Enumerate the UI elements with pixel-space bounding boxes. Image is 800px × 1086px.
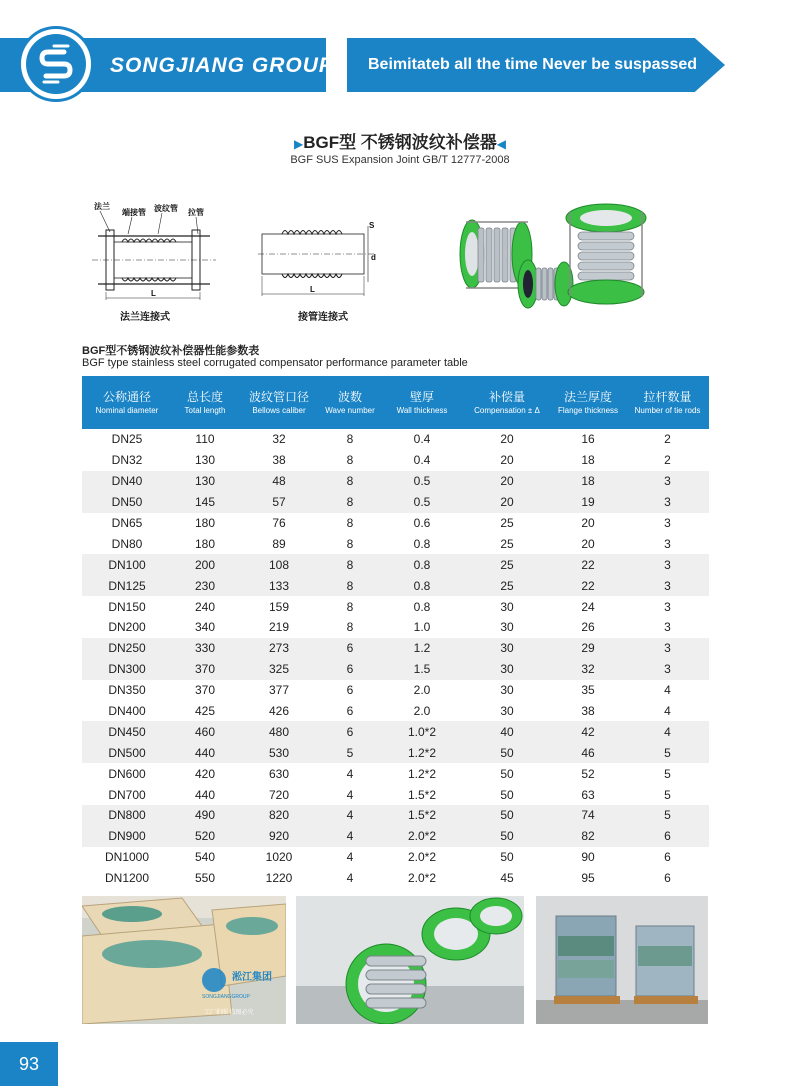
table-row bbox=[82, 868, 709, 889]
table-cell: 480 bbox=[238, 721, 320, 742]
table-cell: 370 bbox=[172, 659, 238, 680]
column-header-en: Nominal diameter bbox=[95, 406, 159, 415]
table-header-row bbox=[82, 376, 709, 429]
triangle-left-icon: ◀ bbox=[496, 137, 507, 151]
table-cell: 6 bbox=[320, 721, 380, 742]
table-row bbox=[82, 513, 709, 534]
table-cell: 820 bbox=[238, 805, 320, 826]
table-cell: 20 bbox=[500, 432, 514, 447]
flange-connection-diagram bbox=[88, 200, 228, 308]
table-cell: 6 bbox=[626, 826, 709, 847]
table-caption-cn: BGF型不锈钢波纹补偿器性能参数表 bbox=[82, 345, 260, 357]
table-cell: 35 bbox=[581, 683, 595, 698]
table-cell: 240 bbox=[194, 599, 216, 614]
table-cell: 1.5*2 bbox=[380, 805, 464, 826]
column-header-cn: 拉杆数量 bbox=[643, 390, 692, 404]
product-title bbox=[0, 128, 800, 153]
table-cell: 0.5 bbox=[380, 492, 464, 513]
table-cell: 5 bbox=[320, 742, 380, 763]
table-cell: 159 bbox=[268, 599, 290, 614]
table-cell: 0.6 bbox=[413, 516, 431, 530]
table-cell: 2.0*2 bbox=[407, 871, 437, 886]
table-cell: 6 bbox=[664, 871, 671, 886]
table-row bbox=[82, 742, 709, 763]
table-row bbox=[82, 847, 709, 868]
table-cell: 1020 bbox=[265, 850, 293, 865]
table-cell: 63 bbox=[581, 787, 595, 802]
table-cell: 4 bbox=[346, 787, 354, 802]
table-cell: 8 bbox=[346, 432, 354, 447]
table-cell: 29 bbox=[550, 638, 626, 659]
column-header bbox=[550, 376, 626, 429]
column-header bbox=[238, 376, 320, 429]
table-cell: 425 bbox=[194, 704, 216, 719]
table-cell: 325 bbox=[238, 659, 320, 680]
table-cell: 1.5 bbox=[380, 659, 464, 680]
table-cell: 426 bbox=[268, 704, 290, 719]
table-cell: 25 bbox=[500, 536, 514, 551]
table-cell: 1.2*2 bbox=[380, 742, 464, 763]
column-header-en: Flange thickness bbox=[557, 406, 619, 415]
diagram-dim-l2: L bbox=[310, 285, 315, 294]
table-cell: 52 bbox=[581, 766, 595, 781]
table-cell: 2.0*2 bbox=[407, 850, 437, 865]
table-cell: 38 bbox=[581, 704, 595, 719]
table-cell: 8 bbox=[346, 620, 354, 635]
table-cell: 57 bbox=[238, 492, 320, 513]
table-cell: 440 bbox=[194, 787, 216, 802]
table-cell: 25 bbox=[464, 575, 550, 596]
column-header bbox=[320, 376, 380, 429]
table-cell: 4 bbox=[346, 850, 354, 865]
table-row bbox=[82, 575, 709, 596]
table-cell: 6 bbox=[346, 704, 354, 719]
table-cell: 18 bbox=[581, 453, 595, 468]
table-cell: 50 bbox=[500, 850, 514, 865]
table-row bbox=[82, 554, 709, 575]
table-cell: 2 bbox=[664, 432, 671, 447]
table-cell: DN500 bbox=[82, 742, 172, 763]
table-cell: 46 bbox=[550, 742, 626, 763]
table-cell: 130 bbox=[194, 453, 216, 468]
table-cell: 530 bbox=[238, 742, 320, 763]
table-cell: 133 bbox=[238, 575, 320, 596]
table-row bbox=[82, 701, 709, 722]
table-cell: 8 bbox=[320, 471, 380, 492]
table-cell: 74 bbox=[550, 805, 626, 826]
table-cell: 108 bbox=[238, 554, 320, 575]
column-header-cn: 总长度 bbox=[186, 390, 223, 404]
diagram-dim-s: S bbox=[369, 221, 375, 230]
column-header-cn: 波数 bbox=[337, 390, 362, 404]
table-cell: 5 bbox=[664, 787, 671, 802]
table-cell: 219 bbox=[268, 620, 290, 635]
table-cell: 490 bbox=[172, 805, 238, 826]
diagram-label-flange: 法兰 bbox=[94, 202, 110, 211]
table-cell: DN100 bbox=[82, 554, 172, 575]
table-cell: 370 bbox=[194, 683, 216, 698]
parameter-table bbox=[82, 376, 709, 889]
table-cell: DN1200 bbox=[104, 871, 150, 886]
table-cell: 30 bbox=[464, 659, 550, 680]
column-header-cn: 补偿量 bbox=[488, 390, 525, 404]
table-cell: DN50 bbox=[82, 492, 172, 513]
column-header-en: Wave number bbox=[325, 406, 375, 415]
table-cell: 0.8 bbox=[380, 554, 464, 575]
table-cell: 76 bbox=[272, 516, 286, 530]
table-cell: 8 bbox=[346, 599, 354, 614]
table-cell: 22 bbox=[550, 554, 626, 575]
diagram-dim-l: L bbox=[151, 289, 156, 298]
page-number: 93 bbox=[0, 1042, 58, 1086]
logo-s-icon bbox=[34, 42, 78, 86]
table-cell: 89 bbox=[272, 536, 286, 551]
table-row bbox=[82, 492, 709, 513]
table-cell: 0.4 bbox=[413, 453, 431, 468]
table-cell: 4 bbox=[320, 826, 380, 847]
table-cell: 48 bbox=[238, 471, 320, 492]
table-cell: 30 bbox=[500, 599, 514, 614]
table-row bbox=[82, 805, 709, 826]
column-header-en: Bellows caliber bbox=[252, 406, 306, 415]
table-cell: DN300 bbox=[82, 659, 172, 680]
diagram-label-bellows: 波纹管 bbox=[154, 204, 178, 213]
column-header-cn: 壁厚 bbox=[409, 390, 434, 404]
table-cell: 5 bbox=[626, 805, 709, 826]
table-row bbox=[82, 471, 709, 492]
table-cell: 6 bbox=[346, 683, 354, 698]
table-cell: 340 bbox=[194, 620, 216, 635]
table-cell: DN900 bbox=[82, 826, 172, 847]
table-cell: 16 bbox=[581, 432, 595, 447]
table-cell: DN250 bbox=[82, 638, 172, 659]
table-row bbox=[82, 450, 709, 471]
table-cell: 230 bbox=[172, 575, 238, 596]
table-row bbox=[82, 784, 709, 805]
slogan: Beimitateb all the time Never be suspassed bbox=[368, 56, 698, 73]
table-cell: 0.4 bbox=[413, 432, 431, 447]
table-cell: 19 bbox=[550, 492, 626, 513]
table-cell: 1.0 bbox=[413, 620, 431, 635]
table-cell: 4 bbox=[664, 704, 671, 719]
table-cell: 4 bbox=[346, 766, 354, 781]
table-cell: 440 bbox=[172, 742, 238, 763]
table-cell: 0.8 bbox=[413, 536, 431, 551]
table-cell: DN350 bbox=[108, 683, 146, 698]
table-cell: 630 bbox=[268, 766, 290, 781]
column-header-en: Number of tie rods bbox=[634, 406, 701, 415]
table-row bbox=[82, 617, 709, 638]
table-cell: 720 bbox=[268, 787, 290, 802]
table-cell: 26 bbox=[581, 620, 595, 635]
column-header bbox=[172, 376, 238, 429]
table-cell: 30 bbox=[500, 620, 514, 635]
table-caption-en: BGF type stainless steel corrugated compensator performance parameter table bbox=[82, 357, 468, 369]
table-cell: DN65 bbox=[111, 516, 143, 530]
packing-crates-photo bbox=[82, 896, 286, 1024]
table-cell: 1220 bbox=[265, 871, 293, 886]
table-cell: 550 bbox=[194, 871, 216, 886]
table-cell: 273 bbox=[238, 638, 320, 659]
watermark-cn: 淞江集团 bbox=[232, 972, 272, 983]
company-logo bbox=[18, 26, 94, 102]
table-row bbox=[82, 429, 709, 450]
table-cell: 20 bbox=[581, 536, 595, 551]
table-cell: 5 bbox=[626, 742, 709, 763]
table-cell: 1.2 bbox=[380, 638, 464, 659]
table-cell: 1.2*2 bbox=[407, 766, 437, 781]
table-cell: DN600 bbox=[108, 766, 146, 781]
table-cell: 330 bbox=[172, 638, 238, 659]
table-body bbox=[82, 429, 709, 889]
table-cell: 25 bbox=[500, 516, 514, 530]
table-cell: DN150 bbox=[108, 599, 146, 614]
table-cell: 40 bbox=[464, 721, 550, 742]
table-cell: 1.0*2 bbox=[380, 721, 464, 742]
table-cell: 3 bbox=[626, 471, 709, 492]
table-cell: DN700 bbox=[108, 787, 146, 802]
table-cell: 2.0 bbox=[413, 704, 431, 719]
table-cell: 0.8 bbox=[413, 599, 431, 614]
table-cell: 0.8 bbox=[380, 575, 464, 596]
table-cell: 3 bbox=[626, 492, 709, 513]
table-row bbox=[82, 638, 709, 659]
table-cell: 50 bbox=[464, 742, 550, 763]
table-cell: 6 bbox=[664, 850, 671, 865]
table-cell: 4 bbox=[320, 805, 380, 826]
table-cell: 2.0 bbox=[413, 683, 431, 698]
triangle-right-icon: ▶ bbox=[293, 137, 304, 151]
table-cell: 3 bbox=[664, 536, 671, 551]
table-cell: 145 bbox=[172, 492, 238, 513]
table-row bbox=[82, 659, 709, 680]
diagram-label-tie-rod: 拉管 bbox=[188, 208, 204, 217]
table-cell: 460 bbox=[172, 721, 238, 742]
green-expansion-joints-photo bbox=[296, 896, 524, 1024]
product-photo bbox=[456, 196, 670, 316]
diagram-label-end-pipe: 端接管 bbox=[122, 208, 146, 217]
table-cell: 95 bbox=[581, 871, 595, 886]
table-cell: 3 bbox=[664, 516, 671, 530]
table-cell: 30 bbox=[464, 638, 550, 659]
table-cell: 420 bbox=[194, 766, 216, 781]
column-header bbox=[464, 376, 550, 429]
table-cell: DN800 bbox=[82, 805, 172, 826]
table-cell: 50 bbox=[464, 826, 550, 847]
table-cell: 42 bbox=[550, 721, 626, 742]
table-cell: 8 bbox=[320, 554, 380, 575]
pipe-diagram-caption: 接管连接式 bbox=[298, 312, 348, 323]
column-header-en: Compensation ± Δ bbox=[474, 406, 540, 415]
column-header bbox=[380, 376, 464, 429]
table-cell: 50 bbox=[464, 805, 550, 826]
table-cell: 50 bbox=[500, 787, 514, 802]
table-row bbox=[82, 680, 709, 701]
table-cell: 130 bbox=[172, 471, 238, 492]
table-cell: DN200 bbox=[108, 620, 146, 635]
table-cell: 22 bbox=[550, 575, 626, 596]
table-row bbox=[82, 721, 709, 742]
table-cell: 3 bbox=[626, 575, 709, 596]
table-cell: 20 bbox=[464, 492, 550, 513]
watermark-en: SONGJIANGGROUP bbox=[202, 994, 250, 1000]
column-header-en: Total length bbox=[184, 406, 226, 415]
table-cell: 6 bbox=[320, 659, 380, 680]
table-cell: 4 bbox=[664, 683, 671, 698]
table-cell: DN32 bbox=[111, 453, 143, 468]
table-cell: 2 bbox=[664, 453, 671, 468]
table-cell: 20 bbox=[500, 453, 514, 468]
column-header-cn: 法兰厚度 bbox=[563, 390, 612, 404]
table-cell: 0.5 bbox=[380, 471, 464, 492]
column-header-cn: 公称通径 bbox=[102, 390, 151, 404]
diagram-dim-d: d bbox=[371, 253, 376, 262]
table-cell: DN80 bbox=[111, 536, 143, 551]
table-cell: 18 bbox=[550, 471, 626, 492]
table-cell: 3 bbox=[626, 554, 709, 575]
table-cell: 32 bbox=[550, 659, 626, 680]
table-cell: 5 bbox=[664, 766, 671, 781]
table-cell: 8 bbox=[346, 453, 354, 468]
product-subtitle: BGF SUS Expansion Joint GB/T 12777-2008 bbox=[290, 154, 510, 166]
brand-name: SONGJIANG GROUP bbox=[110, 54, 334, 77]
table-row bbox=[82, 826, 709, 847]
table-cell: 3 bbox=[626, 638, 709, 659]
table-cell: DN450 bbox=[82, 721, 172, 742]
table-cell: 4 bbox=[346, 871, 354, 886]
table-cell: 24 bbox=[581, 599, 595, 614]
table-cell: DN25 bbox=[111, 432, 143, 447]
warehouse-pallets-photo bbox=[536, 896, 708, 1024]
table-cell: 110 bbox=[195, 432, 215, 447]
watermark-note: 工厂拍照 盗图必究 bbox=[204, 1010, 254, 1016]
table-row bbox=[82, 763, 709, 784]
table-cell: 540 bbox=[194, 850, 216, 865]
flange-diagram-caption: 法兰连接式 bbox=[120, 312, 170, 323]
table-cell: 90 bbox=[581, 850, 595, 865]
column-header-en: Wall thickness bbox=[396, 406, 448, 415]
table-cell: 82 bbox=[550, 826, 626, 847]
table-cell: 30 bbox=[500, 704, 514, 719]
table-cell: 377 bbox=[268, 683, 290, 698]
table-cell: 25 bbox=[464, 554, 550, 575]
table-cell: 2.0*2 bbox=[380, 826, 464, 847]
table-cell: 1.5*2 bbox=[407, 787, 437, 802]
table-cell: 20 bbox=[581, 516, 595, 530]
table-cell: DN40 bbox=[82, 471, 172, 492]
table-cell: 4 bbox=[626, 721, 709, 742]
table-cell: 3 bbox=[664, 599, 671, 614]
table-cell: 20 bbox=[464, 471, 550, 492]
table-cell: 180 bbox=[194, 516, 216, 530]
table-cell: 8 bbox=[346, 516, 354, 530]
table-cell: 180 bbox=[194, 536, 216, 551]
table-cell: 50 bbox=[500, 766, 514, 781]
table-cell: 30 bbox=[500, 683, 514, 698]
table-cell: 38 bbox=[272, 453, 286, 468]
table-cell: 200 bbox=[172, 554, 238, 575]
table-cell: 8 bbox=[320, 492, 380, 513]
table-cell: 32 bbox=[272, 432, 286, 447]
table-cell: 8 bbox=[346, 536, 354, 551]
column-header bbox=[82, 376, 172, 429]
table-cell: DN1000 bbox=[104, 850, 150, 865]
table-row bbox=[82, 596, 709, 617]
table-cell: DN125 bbox=[82, 575, 172, 596]
table-cell: 520 bbox=[172, 826, 238, 847]
table-cell: 45 bbox=[500, 871, 514, 886]
table-cell: DN400 bbox=[108, 704, 146, 719]
table-cell: 3 bbox=[664, 620, 671, 635]
column-header-cn: 波纹管口径 bbox=[248, 390, 309, 404]
table-cell: 8 bbox=[320, 575, 380, 596]
column-header bbox=[626, 376, 709, 429]
table-row bbox=[82, 533, 709, 554]
table-cell: 3 bbox=[626, 659, 709, 680]
pipe-connection-diagram bbox=[256, 214, 386, 306]
table-cell: 6 bbox=[320, 638, 380, 659]
product-title-text: BGF型 不锈钢波纹补偿器 bbox=[303, 133, 497, 152]
table-cell: 920 bbox=[238, 826, 320, 847]
